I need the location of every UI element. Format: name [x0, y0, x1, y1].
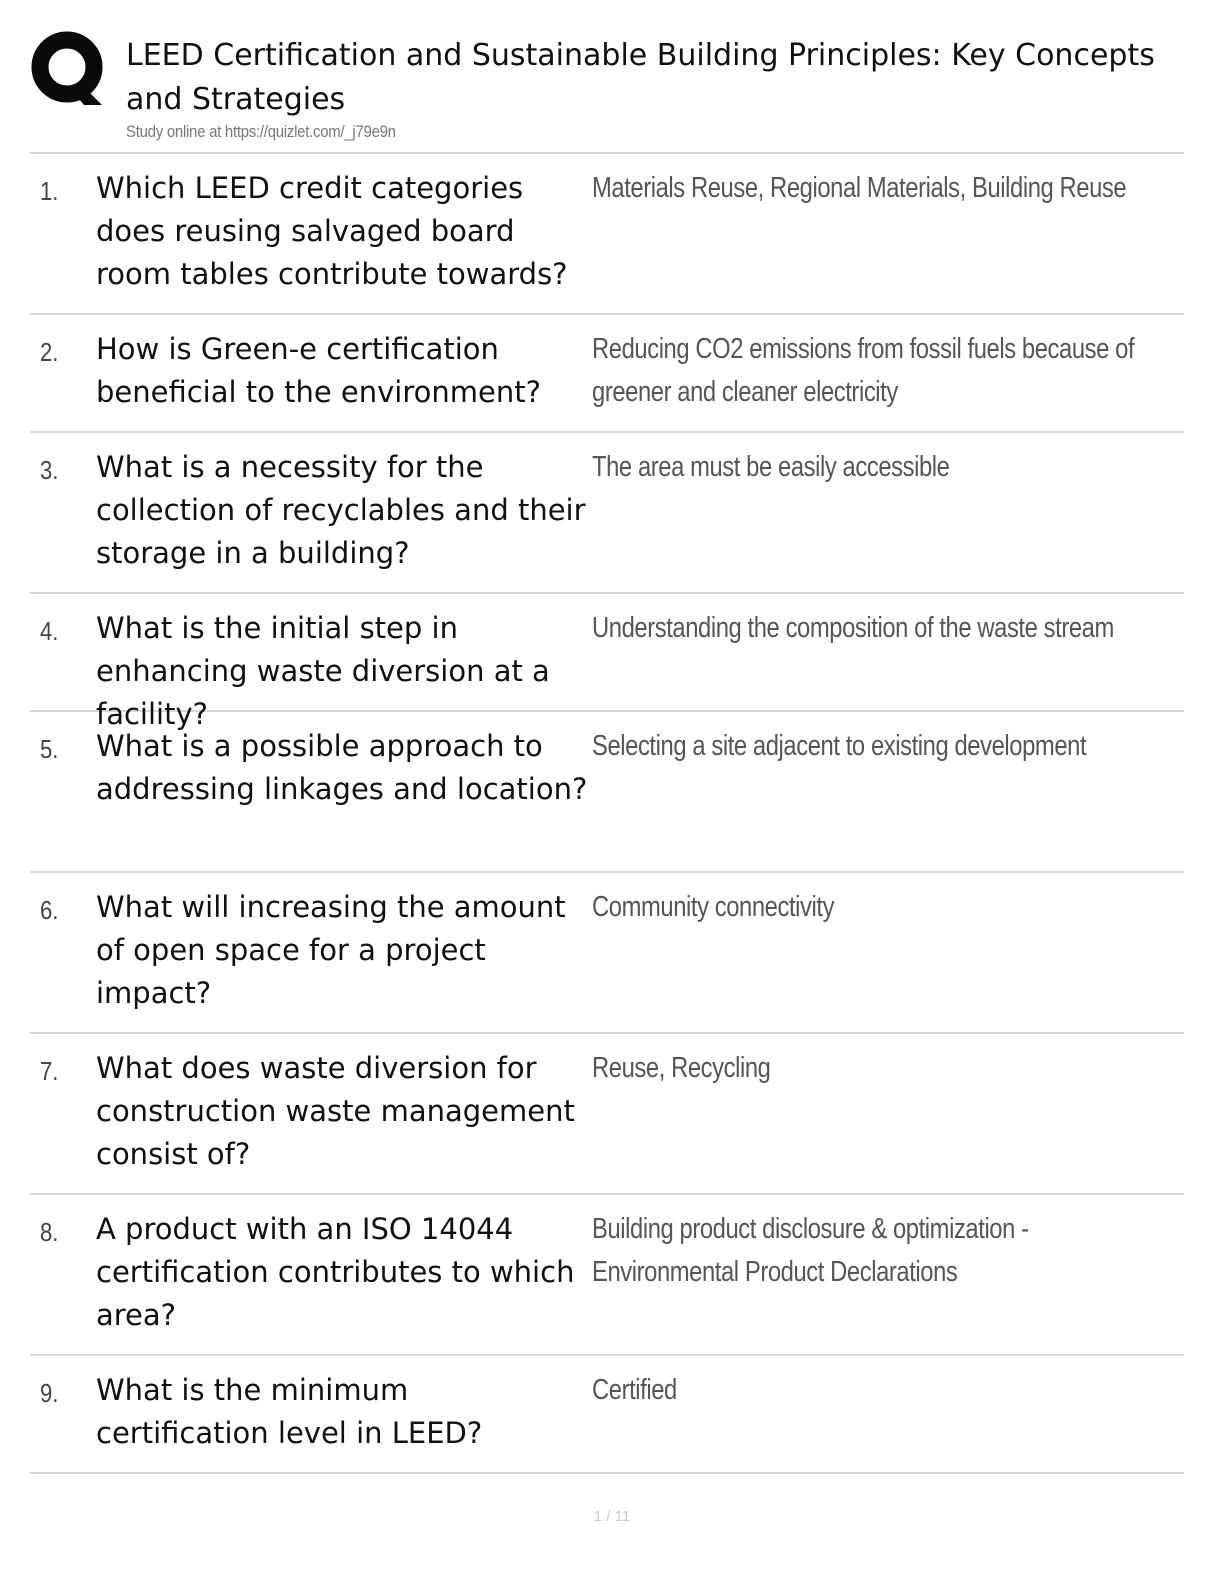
card-number: 4.: [40, 616, 59, 646]
page-title: LEED Certification and Sustainable Building Principles: Key Concepts and Strategies: [126, 38, 1155, 117]
flashcard-row: [30, 712, 1184, 873]
card-term: What is the initial step in enhancing waste diversion at a facility?: [96, 611, 550, 731]
card-number: 5.: [40, 734, 59, 764]
page-number: 1 / 11: [593, 1508, 631, 1525]
flashcard-list: [30, 154, 1184, 1474]
card-definition: Selecting a site adjacent to existing development: [592, 730, 1087, 762]
card-term: What is the minimum certification level in LEED?: [96, 1373, 483, 1450]
flashcard-row: [30, 315, 1184, 433]
card-term: What will increasing the amount of open space for a project impact?: [96, 890, 566, 1010]
card-number: 6.: [40, 895, 59, 925]
card-number: 7.: [40, 1056, 59, 1086]
card-term: Which LEED credit categories does reusing salvaged board room tables contribute towards?: [96, 171, 568, 291]
card-term: How is Green-e certification beneficial to the environment?: [96, 332, 542, 409]
card-number: 3.: [40, 455, 59, 485]
study-online-link[interactable]: Study online at https://quizlet.com/_j79e9n: [126, 122, 396, 141]
card-number: 2.: [40, 337, 59, 367]
card-definition: Certified: [592, 1374, 677, 1406]
quizlet-logo-icon: [30, 30, 106, 106]
flashcard-row: [30, 594, 1184, 731]
card-definition: Reducing CO2 emissions from fossil fuels because of greener and cleaner electricity: [592, 333, 1135, 408]
card-number: 1.: [40, 176, 59, 206]
card-number: 9.: [40, 1378, 59, 1408]
card-definition: Understanding the composition of the waste stream: [592, 612, 1114, 644]
flashcard-row: [30, 873, 1184, 1034]
flashcard-row: [30, 433, 1184, 594]
card-term: A product with an ISO 14044 certification contributes to which area?: [96, 1212, 575, 1332]
card-definition: Materials Reuse, Regional Materials, Building Reuse: [592, 172, 1127, 204]
card-term: What is a necessity for the collection of recyclables and their storage in a building?: [96, 450, 586, 570]
page-header: [30, 30, 1200, 152]
card-number: 8.: [40, 1217, 59, 1247]
card-definition: The area must be easily accessible: [592, 451, 950, 483]
flashcard-row: [30, 154, 1184, 315]
card-term: What is a possible approach to addressing linkages and location?: [96, 729, 588, 806]
flashcard-row: [30, 1195, 1184, 1356]
card-definition: Building product disclosure & optimization - Environmental Product Declarations: [592, 1213, 1029, 1288]
card-definition: Community connectivity: [592, 891, 835, 923]
card-definition: Reuse, Recycling: [592, 1052, 771, 1084]
flashcard-row: [30, 1356, 1184, 1474]
card-term: What does waste diversion for construction waste management consist of?: [96, 1051, 575, 1171]
flashcard-row: [30, 1034, 1184, 1195]
